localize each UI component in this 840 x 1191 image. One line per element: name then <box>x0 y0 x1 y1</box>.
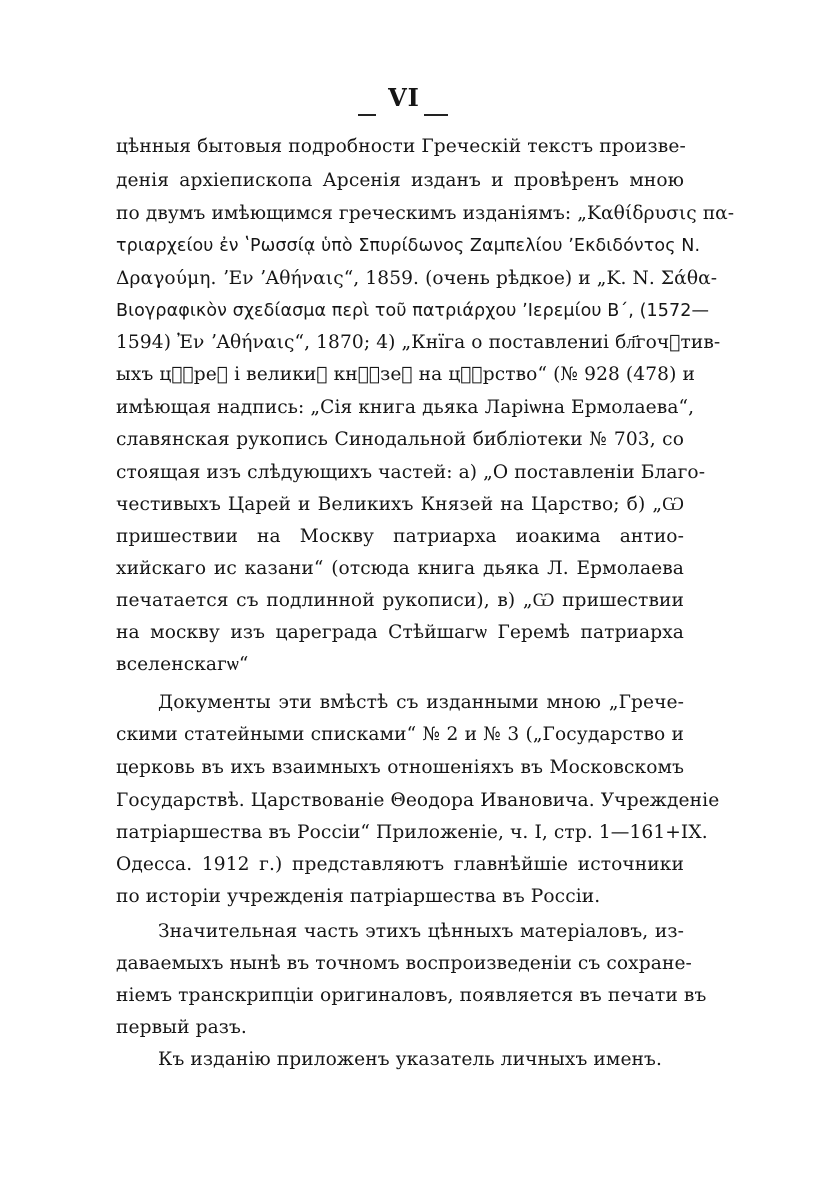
text-line: славянская рукопись Синодальной библіотеки № 703, со <box>116 429 684 450</box>
text-line: Документы эти вмѣстѣ съ изданными мною „Грече- <box>158 692 684 713</box>
text-line: хийскаго ис казани“ (отсюда книга дьяка Л. Ермолаева <box>116 558 684 579</box>
page-number: VI <box>388 83 420 112</box>
text-line: цѣнныя бытовыя подробности Греческій текстъ произве- <box>116 136 686 157</box>
header-rule-left <box>358 114 376 116</box>
text-line: даваемыхъ нынѣ въ точномъ воспроизведеніи съ сохране- <box>116 953 692 974</box>
text-line: 1594) Ἐν ʼΑθήναις“, 1870; 4) „Кнїга о поставлениі бл҃гочⷭтив- <box>116 332 721 353</box>
text-line: Βιογραφικὸν σχεδίασμα περὶ τοῦ πατριάρχου ʼΙερεμίου Β΄, (1572— <box>116 301 710 321</box>
text-line: ніемъ транскрипціи оригиналовъ, появляется въ печати въ <box>116 985 707 1006</box>
text-line: скими статейными списками“ № 2 и № 3 („Государство и <box>116 724 684 745</box>
text-line: на москву изъ цареграда Стѣйшагѡ Геремѣ патриарха <box>116 622 684 643</box>
text-line: стоящая изъ слѣдующихъ частей: а) „О поставленіи Благо- <box>116 462 706 483</box>
text-line: ыхъ цⷬ҇реⷪ і великиⷯ кнⷬ҇зеⷪ на цⷬ҇рство“ (№ 928 (478) и <box>116 364 695 385</box>
header-rule-right <box>424 114 448 116</box>
text-line: пришествии на Москву патриарха иоакима антио- <box>116 526 684 547</box>
page-header <box>0 84 840 112</box>
text-line: Δραγούμη. ʼΕν ʼΑθήναις“, 1859. (очень рѣдкое) и „Κ. Ν. Σάθα- <box>116 268 718 289</box>
text-line: вселенскагѡ“ <box>116 654 249 675</box>
text-line: честивыхъ Царей и Великихъ Князей на Царство; б) „Ѡ <box>116 494 684 515</box>
text-line: патріаршества въ Россіи“ Приложеніе, ч. I, стр. 1—161+IX. <box>116 822 708 843</box>
text-line: церковь въ ихъ взаимныхъ отношеніяхъ въ Московскомъ <box>116 757 684 778</box>
text-line: Государствѣ. Царствованіе Θеодора Ивановича. Учрежденіе <box>116 790 720 811</box>
text-line: по двумъ имѣющимся греческимъ изданіямъ: „Καθίδρυσις πα- <box>116 203 735 224</box>
text-line: денія архіепископа Арсенія изданъ и провѣренъ мною <box>116 170 684 191</box>
text-line: Къ изданію приложенъ указатель личныхъ именъ. <box>158 1049 662 1070</box>
text-line: имѣющая надпись: „Сія книга дьяка Ларіѡна Ермолаева“, <box>116 397 695 418</box>
text-line: Одесса. 1912 г.) представляютъ главнѣйшіе источники <box>116 854 684 875</box>
text-line: печатается съ подлинной рукописи), в) „Ѡ пришествии <box>116 590 684 611</box>
text-line: первый разъ. <box>116 1017 247 1038</box>
text-line: по исторіи учрежденія патріаршества въ Россіи. <box>116 886 601 907</box>
text-line: τριαρχείου ἐν ʽΡωσσίᾳ ὑπὸ Σπυρίδωνος Ζαμπελίου ʼΕκδιδόντος Ν. <box>116 236 701 256</box>
text-line: Значительная часть этихъ цѣнныхъ матеріаловъ, из- <box>158 921 684 942</box>
